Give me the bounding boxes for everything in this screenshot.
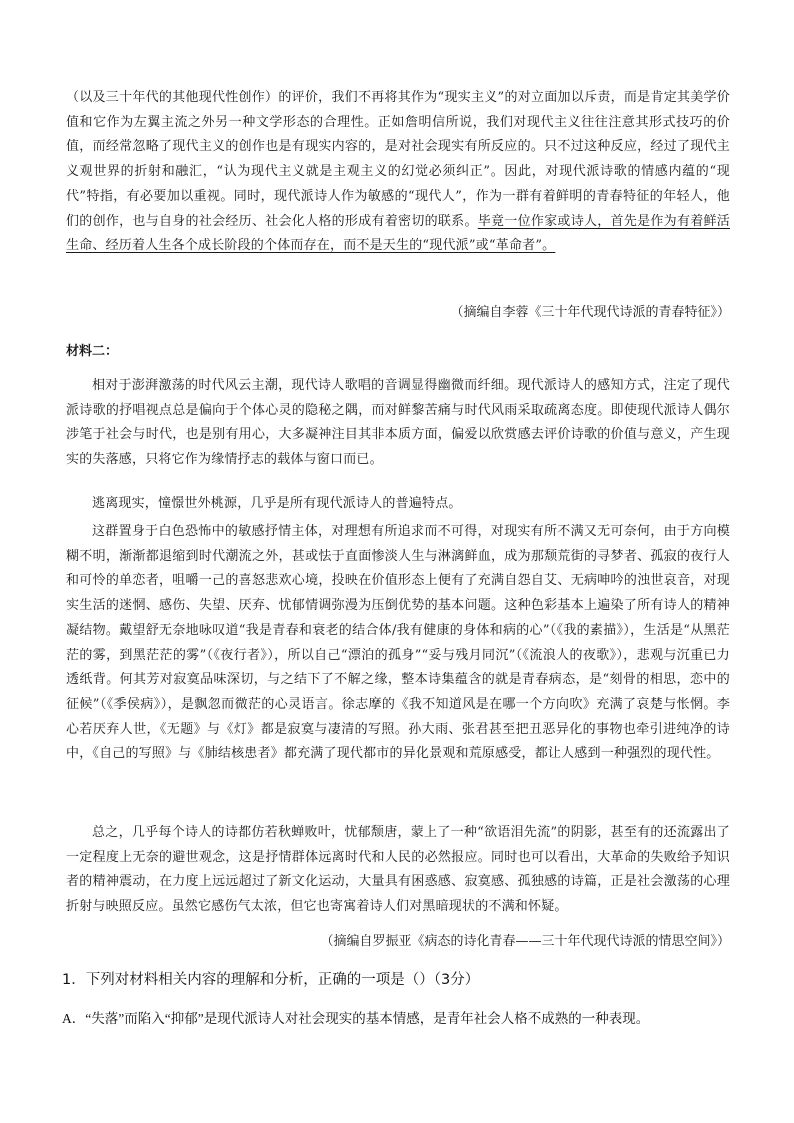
material1-source: （摘编自李蓉《三十年代现代诗派的青春特征》） bbox=[450, 305, 730, 320]
question-1 bbox=[62, 969, 730, 991]
material2-source-block bbox=[66, 932, 730, 952]
material2-paragraph-1: 相对于澎湃激荡的时代风云主潮，现代诗人歌唱的音调显得幽微而纤细。现代派诗人的感知方式，注定了现代派诗歌的抒唱视点总是偏向于个体心灵的隐秘之隅，而对鲜黎苦痛与时代风雨采取疏离态度。即使现代派诗人偶尔涉笔于社会与时代，也是别有用心，大多凝神注目其非本质方面，偏爱以欣赏感去评价诗歌的价值与意义，产生现实的失落感，只将它作为缘情抒志的载体与窗口而已。 bbox=[66, 378, 730, 468]
material2-heading: 材料二： bbox=[66, 344, 119, 359]
material2-paragraph-1-block bbox=[66, 374, 730, 473]
material2-paragraph-2: 逃离现实，憧憬世外桃源，几乎是所有现代派诗人的普遍特点。 bbox=[92, 496, 462, 511]
material1-underlined-text: 毕竟一位作家或诗人，首先是作为有着鲜活生命、经历着人生各个成长阶段的个体而存在，而不是天生的“现代派”或“革命者”。 bbox=[66, 213, 730, 254]
material2-heading-block bbox=[66, 342, 730, 362]
material1-source-block bbox=[66, 303, 730, 323]
material1-section bbox=[66, 86, 730, 259]
material1-text: （以及三十年代的其他现代性创作）的评价，我们不再将其作为“现实主义”的对立面加以斥责，而是肯定其美学价值和它作为左翼主流之外另一种文学形态的合理性。正如詹明信所说，我们对现代主义往往注意其形式技巧的价值，而经常忽略了现代主义的创作也是有现实内容的，是对社会现实有所反应的。只不过这种反应，经过了现代主义观世界的折射和融汇，“认为现代主义就是主观主义的幻觉必须纠正”。因此，对现代派诗歌的情感内蕴的“现代”特指，有必要加以重视。同时，现代派诗人作为敏感的“现代人”，作为一群有着鲜明的青春特征的年轻人，他们的创作，也与自身的社会经历、社会化人格的形成有着密切的联系。 bbox=[66, 90, 730, 229]
material2-source: （摘编自罗振亚《病态的诗化青春——三十年代现代诗派的情思空间》） bbox=[320, 934, 730, 949]
material2-paragraph-3: 这群置身于白色恐怖中的敏感抒情主体，对理想有所追求而不可得，对现实有所不满又无可奈何，由于方向模糊不明，渐渐都退缩到时代潮流之外，甚或怯于直面惨淡人生与淋漓鲜血，成为那颓荒街的寻梦者、孤寂的夜行人和可怜的单恋者，咀嚼一己的喜怒悲欢心境，投映在价值形态上便有了充满自怨自艾、无病呻吟的浊世哀音，对现实生活的迷惘、感伤、失望、厌弃、忧郁情调弥漫为压倒优势的基本问题。这种色彩基本上遍染了所有诗人的精神凝结物。戴望舒无奈地咏叹道“我是青春和衰老的结合体/我有健康的身体和病的心”（《我的素描》），生活是“从黑茫茫的雾，到黑茫茫的雾”（《夜行者》），所以自己“漂泊的孤身”“妥与残月同沉”（《流浪人的夜歌》），悲观与沉重已力透纸背。何其芳对寂寞品味深切，与之结下了不解之缘，整本诗集蕴含的就是青春病态，是“刻骨的相思，恋中的征候”（《季侯病》），是飘忽而微茫的心灵语言。徐志摩的《我不知道风是在哪一个方向吹》充满了哀楚与怅惘。李心若厌弃人世，《无题》与《灯》都是寂寞与凄清的写照。孙大雨、张君甚至把丑恶异化的事物也牵引进纯净的诗中，《自己的写照》与《肺结核患者》都充满了现代都市的异化景观和荒原感受，都让人感到一种强烈的现代性。 bbox=[66, 524, 730, 762]
material2-paragraph-3-block bbox=[66, 520, 730, 767]
option-a: A．“失落”而陷入“抑郁”是现代派诗人对社会现实的基本情感，是青年社会人格不成熟的一种表现。 bbox=[62, 1011, 650, 1026]
question-1-options bbox=[62, 1008, 730, 1030]
material2-paragraph-4-block bbox=[66, 821, 730, 920]
material2-paragraph-4: 总之，几乎每个诗人的诗都仿若秋蝉败叶，忧郁颓唐，蒙上了一种“欲语泪先流”的阴影，甚至有的还流露出了一定程度上无奈的避世观念，这是抒情群体远离时代和人民的必然报应。同时也可以看出，大革命的失败给予知识者的精神震动，在力度上远远超过了新文化运动，大量具有困惑感、寂寞感、孤独感的诗篇，正是社会激荡的心理折射与映照反应。虽然它感伤气太浓，但它也寄寓着诗人们对黑暗现状的不满和怀疑。 bbox=[66, 825, 730, 915]
question-stem: 1．下列对材料相关内容的理解和分析，正确的一项是（）（3分） bbox=[62, 972, 480, 988]
material1-paragraph bbox=[66, 86, 730, 259]
material2-paragraph-2-block bbox=[66, 492, 730, 517]
